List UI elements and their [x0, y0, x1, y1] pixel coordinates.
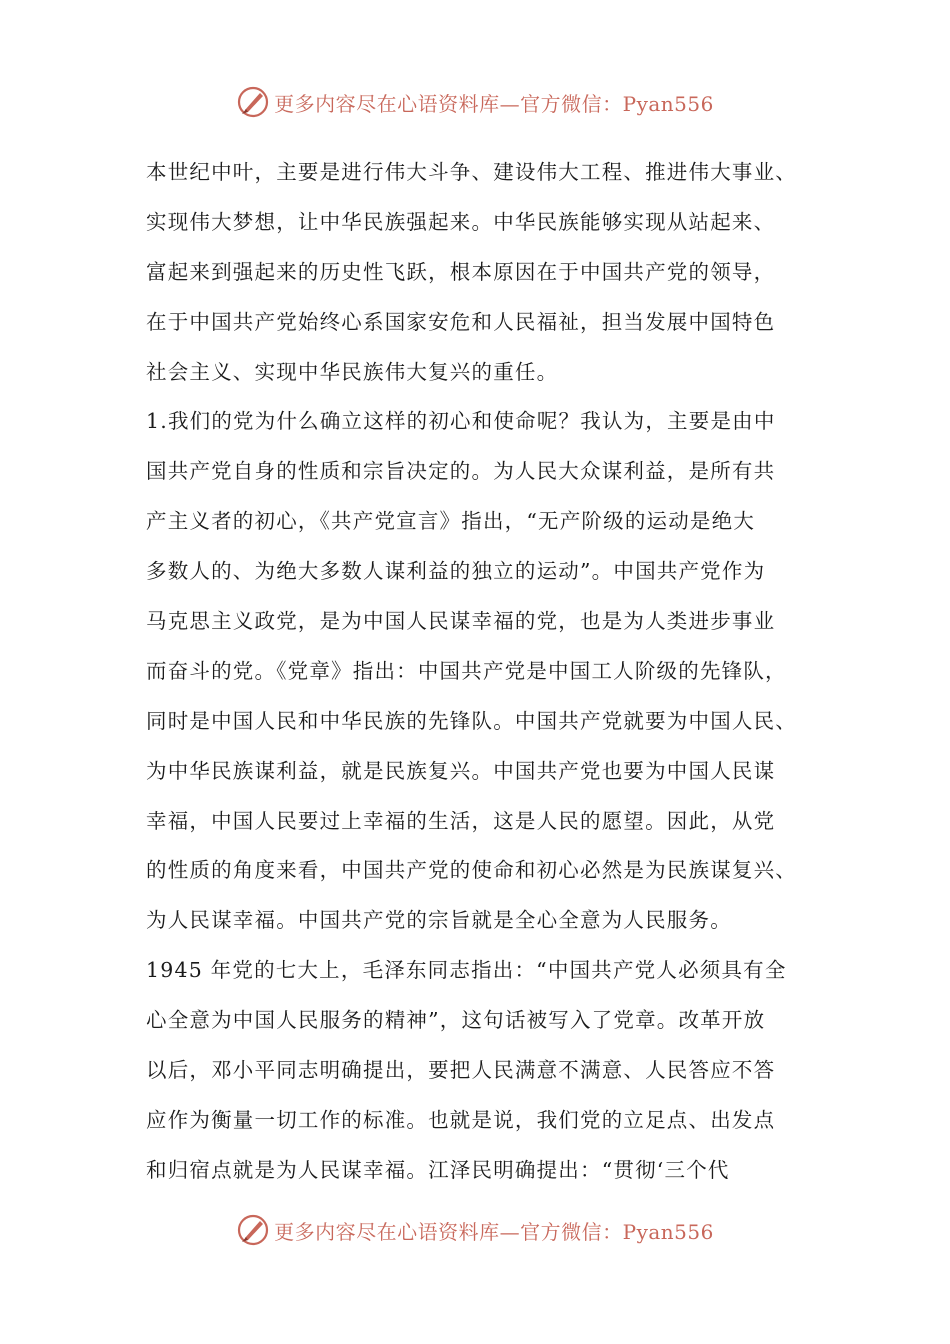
- watermark-text: 更多内容尽在心语资料库—官方微信：Pyan556: [274, 1219, 714, 1244]
- body-line: 心全意为中国人民服务的精神”，这句话被写入了党章。改革开放: [146, 1008, 766, 1033]
- body-line: 为中华民族谋利益，就是民族复兴。中国共产党也要为中国人民谋: [146, 758, 776, 783]
- pen-logo-icon: [236, 85, 270, 119]
- body-line: 应作为衡量一切工作的标准。也就是说，我们党的立足点、出发点: [146, 1107, 776, 1132]
- pen-logo-icon: [236, 1213, 270, 1247]
- body-line: 本世纪中叶，主要是进行伟大斗争、建设伟大工程、推进伟大事业、: [146, 160, 797, 184]
- body-line: 和归宿点就是为人民谋幸福。江泽民明确提出：“贯彻‘三个代: [146, 1157, 730, 1182]
- body-line: 为人民谋幸福。中国共产党的宗旨就是全心全意为人民服务。: [146, 908, 732, 933]
- body-line: 实现伟大梦想，让中华民族强起来。中华民族能够实现从站起来、: [146, 209, 776, 234]
- watermark-text: 更多内容尽在心语资料库—官方微信：Pyan556: [274, 91, 714, 116]
- body-line: 1.我们的党为什么确立这样的初心和使命呢？我认为，主要是由中: [146, 409, 776, 434]
- body-line: 的性质的角度来看，中国共产党的使命和初心必然是为民族谋复兴、: [146, 858, 797, 883]
- body-line: 马克思主义政党，是为中国人民谋幸福的党，也是为人类进步事业: [146, 609, 776, 634]
- footer-watermark: [0, 1210, 950, 1250]
- body-line: 产主义者的初心，《共产党宣言》指出，“无产阶级的运动是绝大: [146, 509, 756, 534]
- body-line: 社会主义、实现中华民族伟大复兴的重任。: [146, 359, 559, 384]
- body-line: 在于中国共产党始终心系国家安危和人民福祉，担当发展中国特色: [146, 309, 776, 334]
- body-line: 而奋斗的党。《党章》指出：中国共产党是中国工人阶级的先锋队，: [146, 658, 787, 683]
- body-line: 同时是中国人民和中华民族的先锋队。中国共产党就要为中国人民、: [146, 708, 797, 733]
- body-line: 以后，邓小平同志明确提出，要把人民满意不满意、人民答应不答: [146, 1058, 776, 1083]
- body-line: 1945 年党的七大上，毛泽东同志指出：“中国共产党人必须具有全: [146, 958, 787, 983]
- body-line: 国共产党自身的性质和宗旨决定的。为人民大众谋利益，是所有共: [146, 459, 776, 484]
- body-line: 幸福，中国人民要过上幸福的生活，这是人民的愿望。因此，从党: [146, 808, 776, 833]
- document-body: [146, 148, 836, 1196]
- header-watermark: [0, 82, 950, 122]
- body-line: 富起来到强起来的历史性飞跃，根本原因在于中国共产党的领导，: [146, 259, 776, 284]
- body-line: 多数人的、为绝大多数人谋利益的独立的运动”。中国共产党作为: [146, 559, 766, 584]
